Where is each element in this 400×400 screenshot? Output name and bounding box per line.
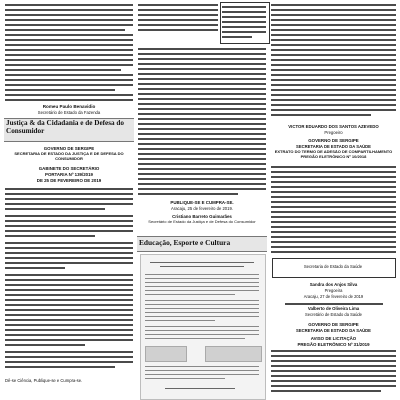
text-line [5, 79, 133, 81]
text-line [271, 236, 396, 238]
text-line [271, 24, 396, 26]
text-line [5, 351, 133, 353]
text-line [271, 246, 396, 248]
text-line [271, 385, 396, 387]
text-line [271, 109, 396, 111]
text-line [5, 69, 121, 71]
text-line [271, 59, 396, 61]
text-line [271, 171, 396, 173]
inset-box [220, 2, 270, 44]
portaria-line: PORTARIA Nº 139/2019 [45, 172, 93, 177]
text-line [271, 380, 396, 382]
text-line [222, 21, 266, 23]
text-line [222, 11, 266, 13]
text-line [138, 113, 266, 115]
text-line [138, 138, 266, 140]
text-line [138, 14, 218, 16]
text-line [145, 374, 259, 375]
signer-role: Pregoeiro [324, 130, 343, 135]
date-line: Aracaju, 25 de fevereiro de 2019. [171, 206, 233, 211]
text-line [5, 324, 133, 326]
text-line [271, 99, 396, 101]
text-line [5, 339, 133, 341]
text-line [138, 183, 266, 185]
text-line [271, 360, 396, 362]
text-line [271, 79, 396, 81]
text-line [271, 74, 396, 76]
signer-name: Romeu Paulo Benavidio [42, 104, 96, 109]
text-line [5, 84, 133, 86]
text-line [138, 128, 266, 130]
text-line [138, 188, 266, 190]
text-line [271, 390, 381, 392]
text-line [138, 68, 266, 70]
text-line [5, 304, 133, 306]
text-line [145, 316, 259, 317]
text-line [271, 49, 396, 51]
secretaria-line: SECRETARIA DE ESTADO DA JUSTIÇA E DE DEFESA DO CONSUMIDOR [14, 152, 124, 161]
secretaria-line: SECRETARIA DE ESTADO DA SAÚDE [296, 328, 371, 333]
text-line [271, 4, 396, 6]
text-line [138, 178, 266, 180]
text-line [145, 320, 215, 321]
text-line [5, 230, 133, 232]
text-line [138, 158, 266, 160]
signature-line [165, 388, 235, 389]
text-line [5, 215, 133, 217]
text-line [222, 26, 266, 28]
text-line [145, 274, 259, 275]
text-line [138, 29, 218, 31]
section-title: Justiça & da Cidadania e de Defesa do Consumidor [6, 120, 125, 135]
text-line [271, 201, 396, 203]
text-line [271, 39, 396, 41]
text-line [271, 226, 396, 228]
text-line [145, 278, 259, 279]
text-line [138, 73, 266, 75]
text-line [138, 19, 218, 21]
text-line [138, 153, 266, 155]
text-line [138, 123, 266, 125]
text-line [222, 6, 266, 8]
text-line [5, 220, 133, 222]
gabinete-line: GABINETE DO SECRETÁRIO [38, 166, 100, 171]
text-line [5, 274, 133, 276]
text-line [138, 9, 218, 11]
text-line [271, 216, 396, 218]
gov-line: GOVERNO DE SERGIPE [308, 322, 359, 327]
text-line [145, 290, 259, 291]
text-line [271, 44, 396, 46]
text-line [5, 329, 133, 331]
section-title: Educação, Esporte e Cultura [139, 239, 231, 247]
text-line [5, 284, 133, 286]
text-line [5, 74, 133, 76]
text-line [138, 103, 266, 105]
box-text: Secretaria de Estado da Saúde [303, 264, 363, 269]
text-line [5, 314, 133, 316]
text-line [271, 34, 396, 36]
text-line [271, 14, 396, 16]
text-line [271, 64, 396, 66]
text-line [138, 93, 266, 95]
embedded-table [205, 346, 262, 362]
text-line [145, 326, 259, 327]
text-line [271, 181, 396, 183]
text-line [271, 221, 396, 223]
text-line [271, 206, 396, 208]
text-line [145, 282, 259, 283]
text-line [138, 163, 266, 165]
text-line [5, 356, 133, 358]
text-line [138, 58, 266, 60]
text-line [5, 29, 125, 31]
adjudication-role: Pregoeira [324, 288, 343, 293]
text-line [145, 370, 259, 371]
text-line [145, 378, 225, 379]
text-line [5, 299, 133, 301]
extrato-line: EXTRATO DO TERMO DE ADESÃO DE COMPARTILHAMENTO PREGÃO ELETRÔNICO Nº 10/2018 [274, 150, 393, 159]
text-line [5, 344, 85, 346]
text-line [5, 89, 115, 91]
text-line [271, 69, 396, 71]
text-line [145, 338, 245, 339]
text-line [138, 4, 218, 6]
text-line [138, 24, 218, 26]
text-line [145, 308, 259, 309]
text-line [271, 355, 396, 357]
text-line [285, 303, 383, 305]
text-line [271, 84, 396, 86]
text-line [5, 94, 133, 96]
text-line [5, 9, 133, 11]
text-line [271, 365, 396, 367]
text-line [271, 29, 396, 31]
text-line [5, 188, 133, 190]
text-line [5, 19, 133, 21]
text-line [5, 262, 133, 264]
text-line [145, 334, 259, 335]
text-line [5, 64, 133, 66]
signer-name: Cristiano Barreto Guimarães [172, 214, 232, 219]
publique-line: Dê-se Ciência, Publique-se e Cumpra-se. [5, 378, 83, 383]
signer-role: Secretário de Estado da Fazenda [37, 110, 101, 115]
text-line [5, 289, 133, 291]
text-line [222, 16, 266, 18]
text-line [5, 203, 133, 205]
text-line [271, 370, 396, 372]
text-line [160, 266, 244, 267]
text-line [138, 98, 266, 100]
text-line [222, 31, 266, 33]
text-line [271, 196, 396, 198]
text-line [138, 143, 266, 145]
text-line [145, 300, 259, 301]
text-line [5, 267, 65, 269]
text-line [222, 36, 252, 38]
text-line [271, 9, 396, 11]
text-line [5, 252, 133, 254]
adjudication-name: Sandra dos Anjos Silva [309, 282, 358, 287]
text-line [145, 304, 259, 305]
text-line [271, 94, 396, 96]
text-line [271, 350, 396, 352]
text-line [138, 148, 266, 150]
text-line [271, 191, 396, 193]
signer-name: VICTOR EDUARDO DOS SANTOS AZEVEDO [288, 124, 379, 129]
text-line [271, 114, 371, 116]
text-line [138, 193, 238, 195]
secretaria-line: SECRETARIA DE ESTADO DA SAÚDE [296, 144, 371, 149]
text-line [138, 133, 266, 135]
text-line [5, 4, 133, 6]
text-line [150, 262, 254, 263]
text-line [145, 312, 259, 313]
text-line [271, 241, 396, 243]
text-line [5, 257, 133, 259]
text-line [5, 247, 133, 249]
text-line [138, 48, 266, 50]
text-line [5, 225, 133, 227]
gov-line: GOVERNO DE SERGIPE [43, 146, 95, 151]
text-line [5, 235, 95, 237]
pregao-line: PREGÃO ELETRÔNICO Nº 31/2019 [297, 342, 370, 347]
text-line [271, 211, 396, 213]
text-line [271, 166, 396, 168]
text-line [5, 14, 133, 16]
text-line [145, 366, 259, 367]
text-line [5, 44, 133, 46]
signer-role: Secretário de Estado da Justiça e de Defesa do Consumidor [148, 220, 256, 224]
text-line [5, 59, 133, 61]
text-line [138, 108, 266, 110]
text-line [5, 193, 133, 195]
text-line [5, 279, 133, 281]
text-line [138, 53, 266, 55]
text-line [145, 330, 259, 331]
cumpra-line: PUBLIQUE-SE E CUMPRA-SE. [170, 200, 234, 205]
adjudication-date: Aracaju, 27 de fevereiro de 2019 [303, 294, 364, 299]
signer-name: Valberto de Oliveira Lima [307, 306, 360, 311]
text-line [271, 54, 396, 56]
text-line [138, 88, 266, 90]
text-line [5, 198, 133, 200]
text-line [138, 173, 266, 175]
embedded-table [145, 346, 187, 362]
text-line [5, 366, 115, 368]
text-line [5, 39, 133, 41]
text-line [271, 251, 396, 253]
text-line [5, 361, 133, 363]
text-line [271, 231, 396, 233]
text-line [5, 309, 133, 311]
text-line [271, 176, 396, 178]
text-line [145, 294, 235, 295]
text-line [145, 286, 259, 287]
signer-role: Secretário de Estado da Saúde [305, 312, 362, 317]
portaria-date: DE 25 DE FEVEREIRO DE 2019 [36, 178, 102, 183]
text-line [138, 168, 266, 170]
text-line [271, 186, 396, 188]
text-line [5, 99, 133, 101]
text-line [138, 78, 266, 80]
text-line [271, 104, 396, 106]
text-line [5, 34, 133, 36]
text-line [5, 49, 133, 51]
text-line [5, 24, 133, 26]
text-line [5, 334, 133, 336]
text-line [271, 375, 396, 377]
text-line [271, 19, 396, 21]
text-line [138, 83, 266, 85]
gov-line: GOVERNO DE SERGIPE [308, 138, 359, 143]
text-line [5, 319, 133, 321]
text-line [138, 118, 266, 120]
text-line [5, 242, 133, 244]
text-line [271, 89, 396, 91]
text-line [5, 294, 133, 296]
text-line [138, 63, 266, 65]
aviso-line: AVISO DE LICITAÇÃO [310, 336, 357, 341]
text-line [5, 208, 105, 210]
text-line [5, 54, 133, 56]
